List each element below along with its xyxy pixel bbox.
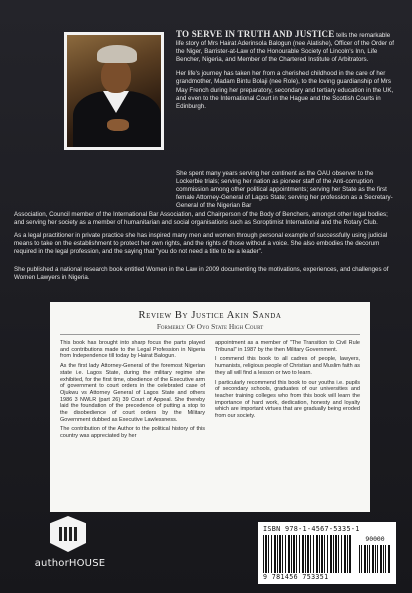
barcode-bars [263,535,391,575]
isbn-label: ISBN 978-1-4567-5335-1 [263,525,360,533]
biography-paragraph-5: She published a national research book entitled Women in the Law in 2009 documenting the motivations, experiences, and challenges of Women Lawyers in Nigeria. [14,266,389,282]
review-column-left [60,340,205,443]
ean-barcode-icon [263,535,351,573]
biography-paragraph-2: Her life's journey has taken her from a cherished childhood in the care of her grandmother, Madam Bintu Bolaji (nee Role), to the loving guardianship of Mrs May French during her preparatory, secondary and tertiary education in the UK, and even to the International Court in the Hague and the Scottish Courts in Edinburgh. [176,70,394,110]
biography-paragraph-3b: Association, Council member of the International Bar Association, and Chairperson of the Body of Benchers, amongst other legal bodies; and serving her society as a member of humanitarian and social organisations such as Soroptimist International and the Rotary Club. [14,211,388,227]
review-subtitle: Formerly Of Oyo State High Court [156,322,264,331]
book-title-inline: TO SERVE IN TRUTH AND JUSTICE [176,29,335,39]
publisher-logo-icon [50,516,86,552]
review-paragraph: This book has brought into sharp focus the parts played and contributions made to the Legal Profession in Nigeria from Independence till today by Hairat Balogun. [60,340,205,360]
review-paragraph: I commend this book to all cadres of people, lawyers, humanists, religious people of Christian and Muslim faith as they all will find a lesson or two to learn. [215,356,360,376]
intro-lead-text: tells the remarkable life story of Mrs Hairat Aderinsola Balogun (nee Alatishe), Officer of the Order of the Niger, Barrister-at-Law of the Honourable Society of Lincoln's Inn, Life Bencher, Nigeria, and Member of the Chartered Institute of Arbitrators. [176,32,394,64]
photo-hands-shape [107,119,129,131]
addon-barcode-icon [359,545,391,573]
biography-paragraph-4: As a legal practitioner in private practice she has inspired many men and women through personal example of successfully using judicial means to take on the establishment to protect her own rights, and the rights of those without a voice. She also embodies the decorum required in the legal profession, and the saying that "you do not need a title to be a leader". [14,232,388,256]
photo-face-shape [101,59,131,93]
biography-paragraph-3a: She spent many years serving her continent as the OAU observer to the Lockerbie trials; serving her nation as pioneer staff of the Anti-corruption commission among other political appointments; serving her State as the first female Attorney-General of Lagos State; serving her profession as a Secretary-General of the Nigerian Bar [176,170,393,210]
review-title: Review By Justice Akin Sanda [138,310,282,321]
author-photo [64,32,164,150]
publisher-name: authorHOUSE [34,558,106,569]
price-addon-number: 90000 [365,535,385,543]
review-divider [60,334,360,335]
intro-column [176,30,398,117]
publisher-logo [34,510,106,582]
review-paragraph: appointment as a member of "The Transition to Civil Rule Tribunal" in 1987 by the then Military Government. [215,340,360,353]
barcode-block [258,522,396,584]
review-panel [50,302,370,512]
review-paragraph: The contribution of the Author to the political history of this country was appreciated by her [60,426,205,440]
ean-number: 9 781456 753351 [263,573,329,581]
photo-wig-shape [97,45,137,63]
review-columns [60,340,360,443]
intro-paragraph [176,30,398,64]
review-column-right [215,340,360,443]
review-paragraph: I particularly recommend this book to our youths i.e. pupils of secondary schools, graduates of our universities and teacher training colleges who from this book will learn the importance of hard work, dedication, honesty and loyalty which are important virtues that are gradually being eroded from our society. [215,379,360,420]
review-paragraph: As the first lady Attorney-General of the foremost Nigerian state i.e. Lagos State, during the military regime she exhibited, for the first time, obedience of the Executive arm of government to court orders in the celebrated case of Ojukwu vs Attorney General of Lagos State and others 1986 3 NWLR (part 26) 39 Court of Appeal. She thereby laid the foundation of the precedence of putting a stop to the disobedience of court orders by the Military Government dubbed as Executive Lawlessness. [60,363,205,423]
